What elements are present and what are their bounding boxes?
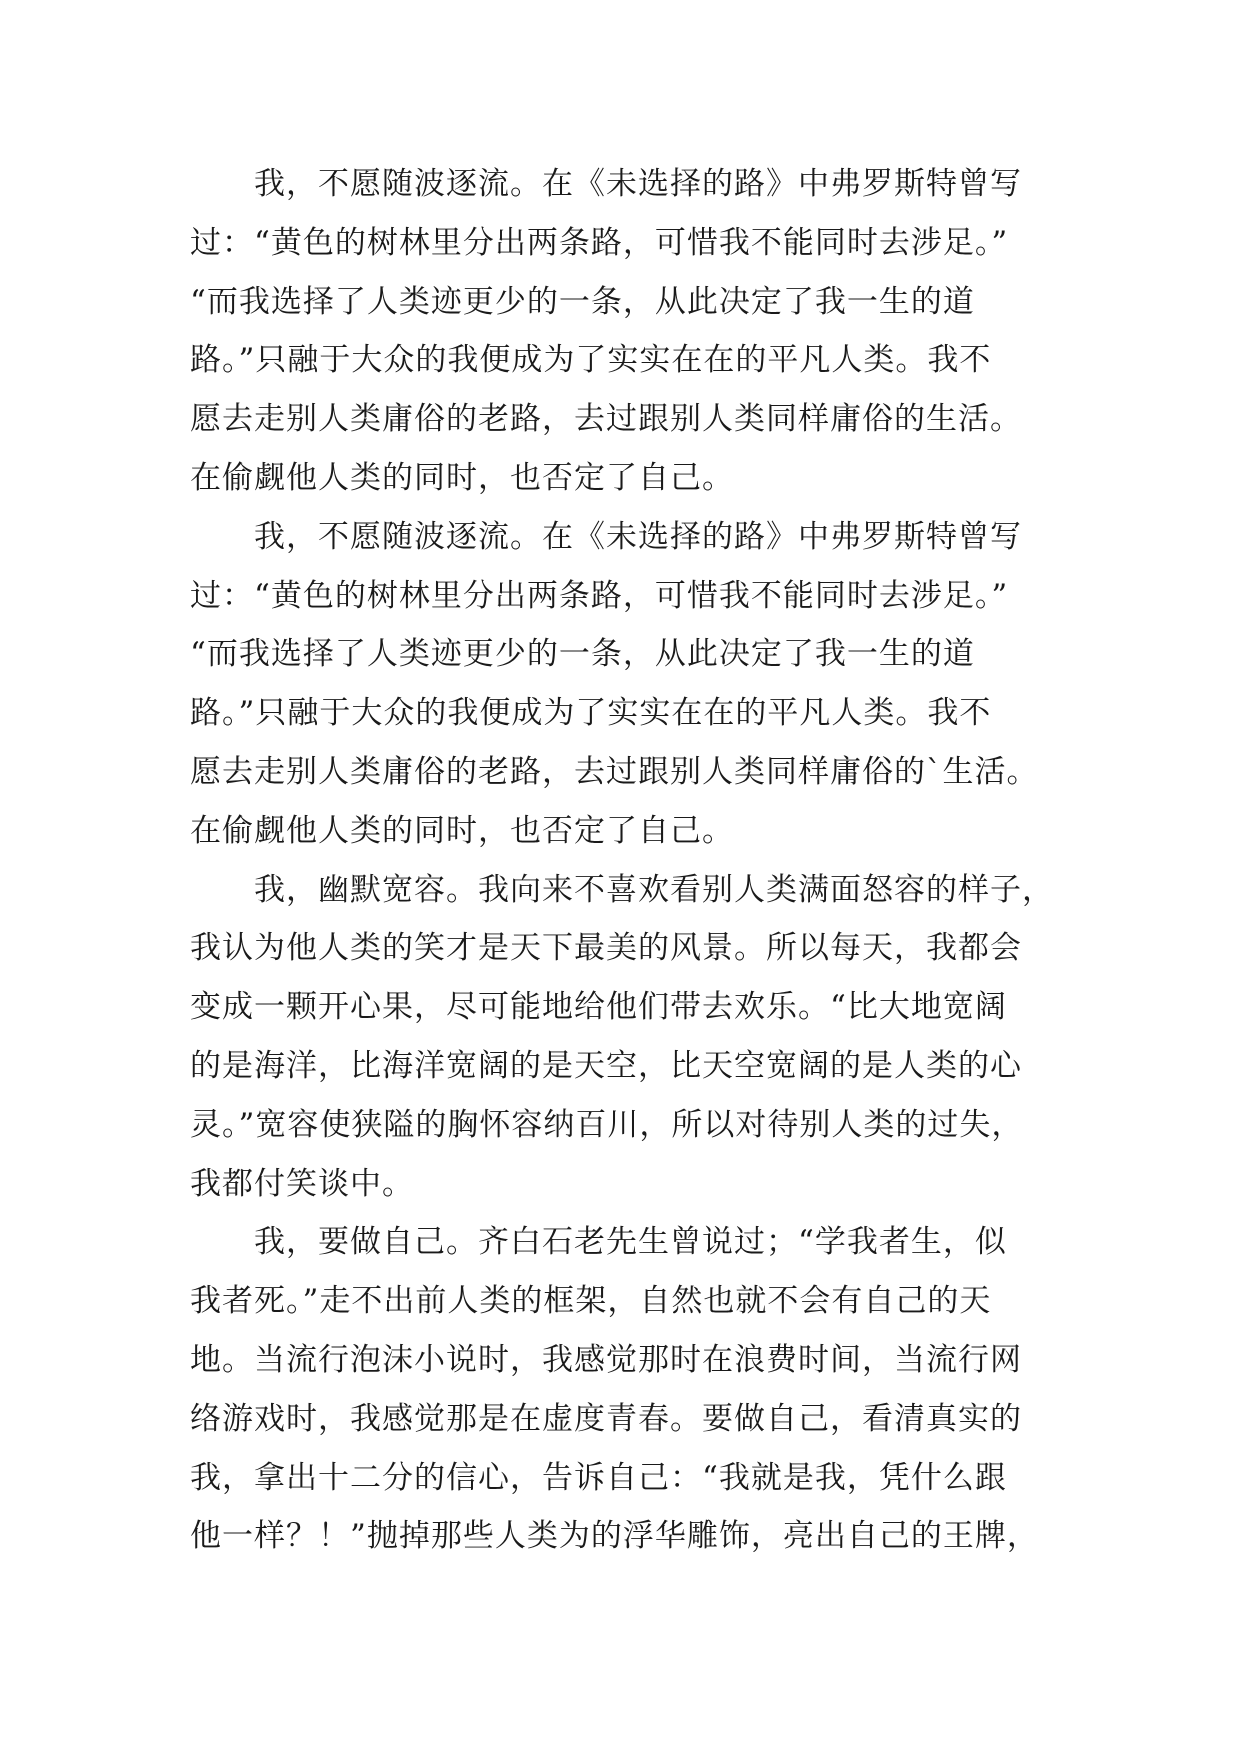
text-line: 我，幽默宽容。我向来不喜欢看别人类满面怒容的样子， — [254, 871, 1054, 908]
text-line: “而我选择了人类迹更少的一条，从此决定了我一生的道 — [190, 283, 975, 320]
text-line: 路。”只融于大众的我便成为了实实在在的平凡人类。我不 — [190, 342, 992, 379]
text-line: 路。”只融于大众的我便成为了实实在在的平凡人类。我不 — [190, 695, 992, 732]
text-line: 愿去走别人类庸俗的老路，去过跟别人类同样庸俗的生活。 — [190, 401, 1022, 438]
text-line: 我，不愿随波逐流。在《未选择的路》中弗罗斯特曾写 — [254, 166, 1022, 202]
text-line: 我者死。”走不出前人类的框架，自然也就不会有自己的天 — [190, 1283, 992, 1320]
text-line: 变成一颗开心果，尽可能地给他们带去欢乐。“比大地宽阔 — [190, 989, 1007, 1026]
text-line: 过：“黄色的树林里分出两条路，可惜我不能同时去涉足。” — [190, 224, 1009, 261]
text-line: 我，要做自己。齐白石老先生曾说过；“学我者生，似 — [254, 1224, 1007, 1261]
document-body — [190, 155, 1060, 1566]
text-line: 的是海洋，比海洋宽阔的是天空，比天空宽阔的是人类的心 — [190, 1047, 1022, 1084]
text-line: 地。当流行泡沫小说时，我感觉那时在浪费时间，当流行网 — [190, 1341, 1022, 1378]
text-line: 灵。”宽容使狭隘的胸怀容纳百川，所以对待别人类的过失， — [190, 1106, 1024, 1143]
text-line: 我认为他人类的笑才是天下最美的风景。所以每天，我都会 — [190, 930, 1022, 967]
text-line: 络游戏时，我感觉那是在虚度青春。要做自己，看清真实的 — [190, 1400, 1022, 1437]
text-line: 过：“黄色的树林里分出两条路，可惜我不能同时去涉足。” — [190, 577, 1009, 614]
text-line: “而我选择了人类迹更少的一条，从此决定了我一生的道 — [190, 636, 975, 673]
text-line: 我，拿出十二分的信心，告诉自己：“我就是我，凭什么跟 — [190, 1459, 1007, 1496]
text-line: 在偷觑他人类的同时，也否定了自己。 — [190, 812, 734, 849]
text-line: 在偷觑他人类的同时，也否定了自己。 — [190, 459, 734, 496]
text-line: 他一样？！”抛掉那些人类为的浮华雕饰，亮出自己的王牌， — [190, 1518, 1039, 1555]
text-line: 我，不愿随波逐流。在《未选择的路》中弗罗斯特曾写 — [254, 518, 1022, 555]
text-line: 愿去走别人类庸俗的老路，去过跟别人类同样庸俗的`生活。 — [190, 753, 1039, 790]
text-line: 我都付笑谈中。 — [190, 1165, 414, 1202]
